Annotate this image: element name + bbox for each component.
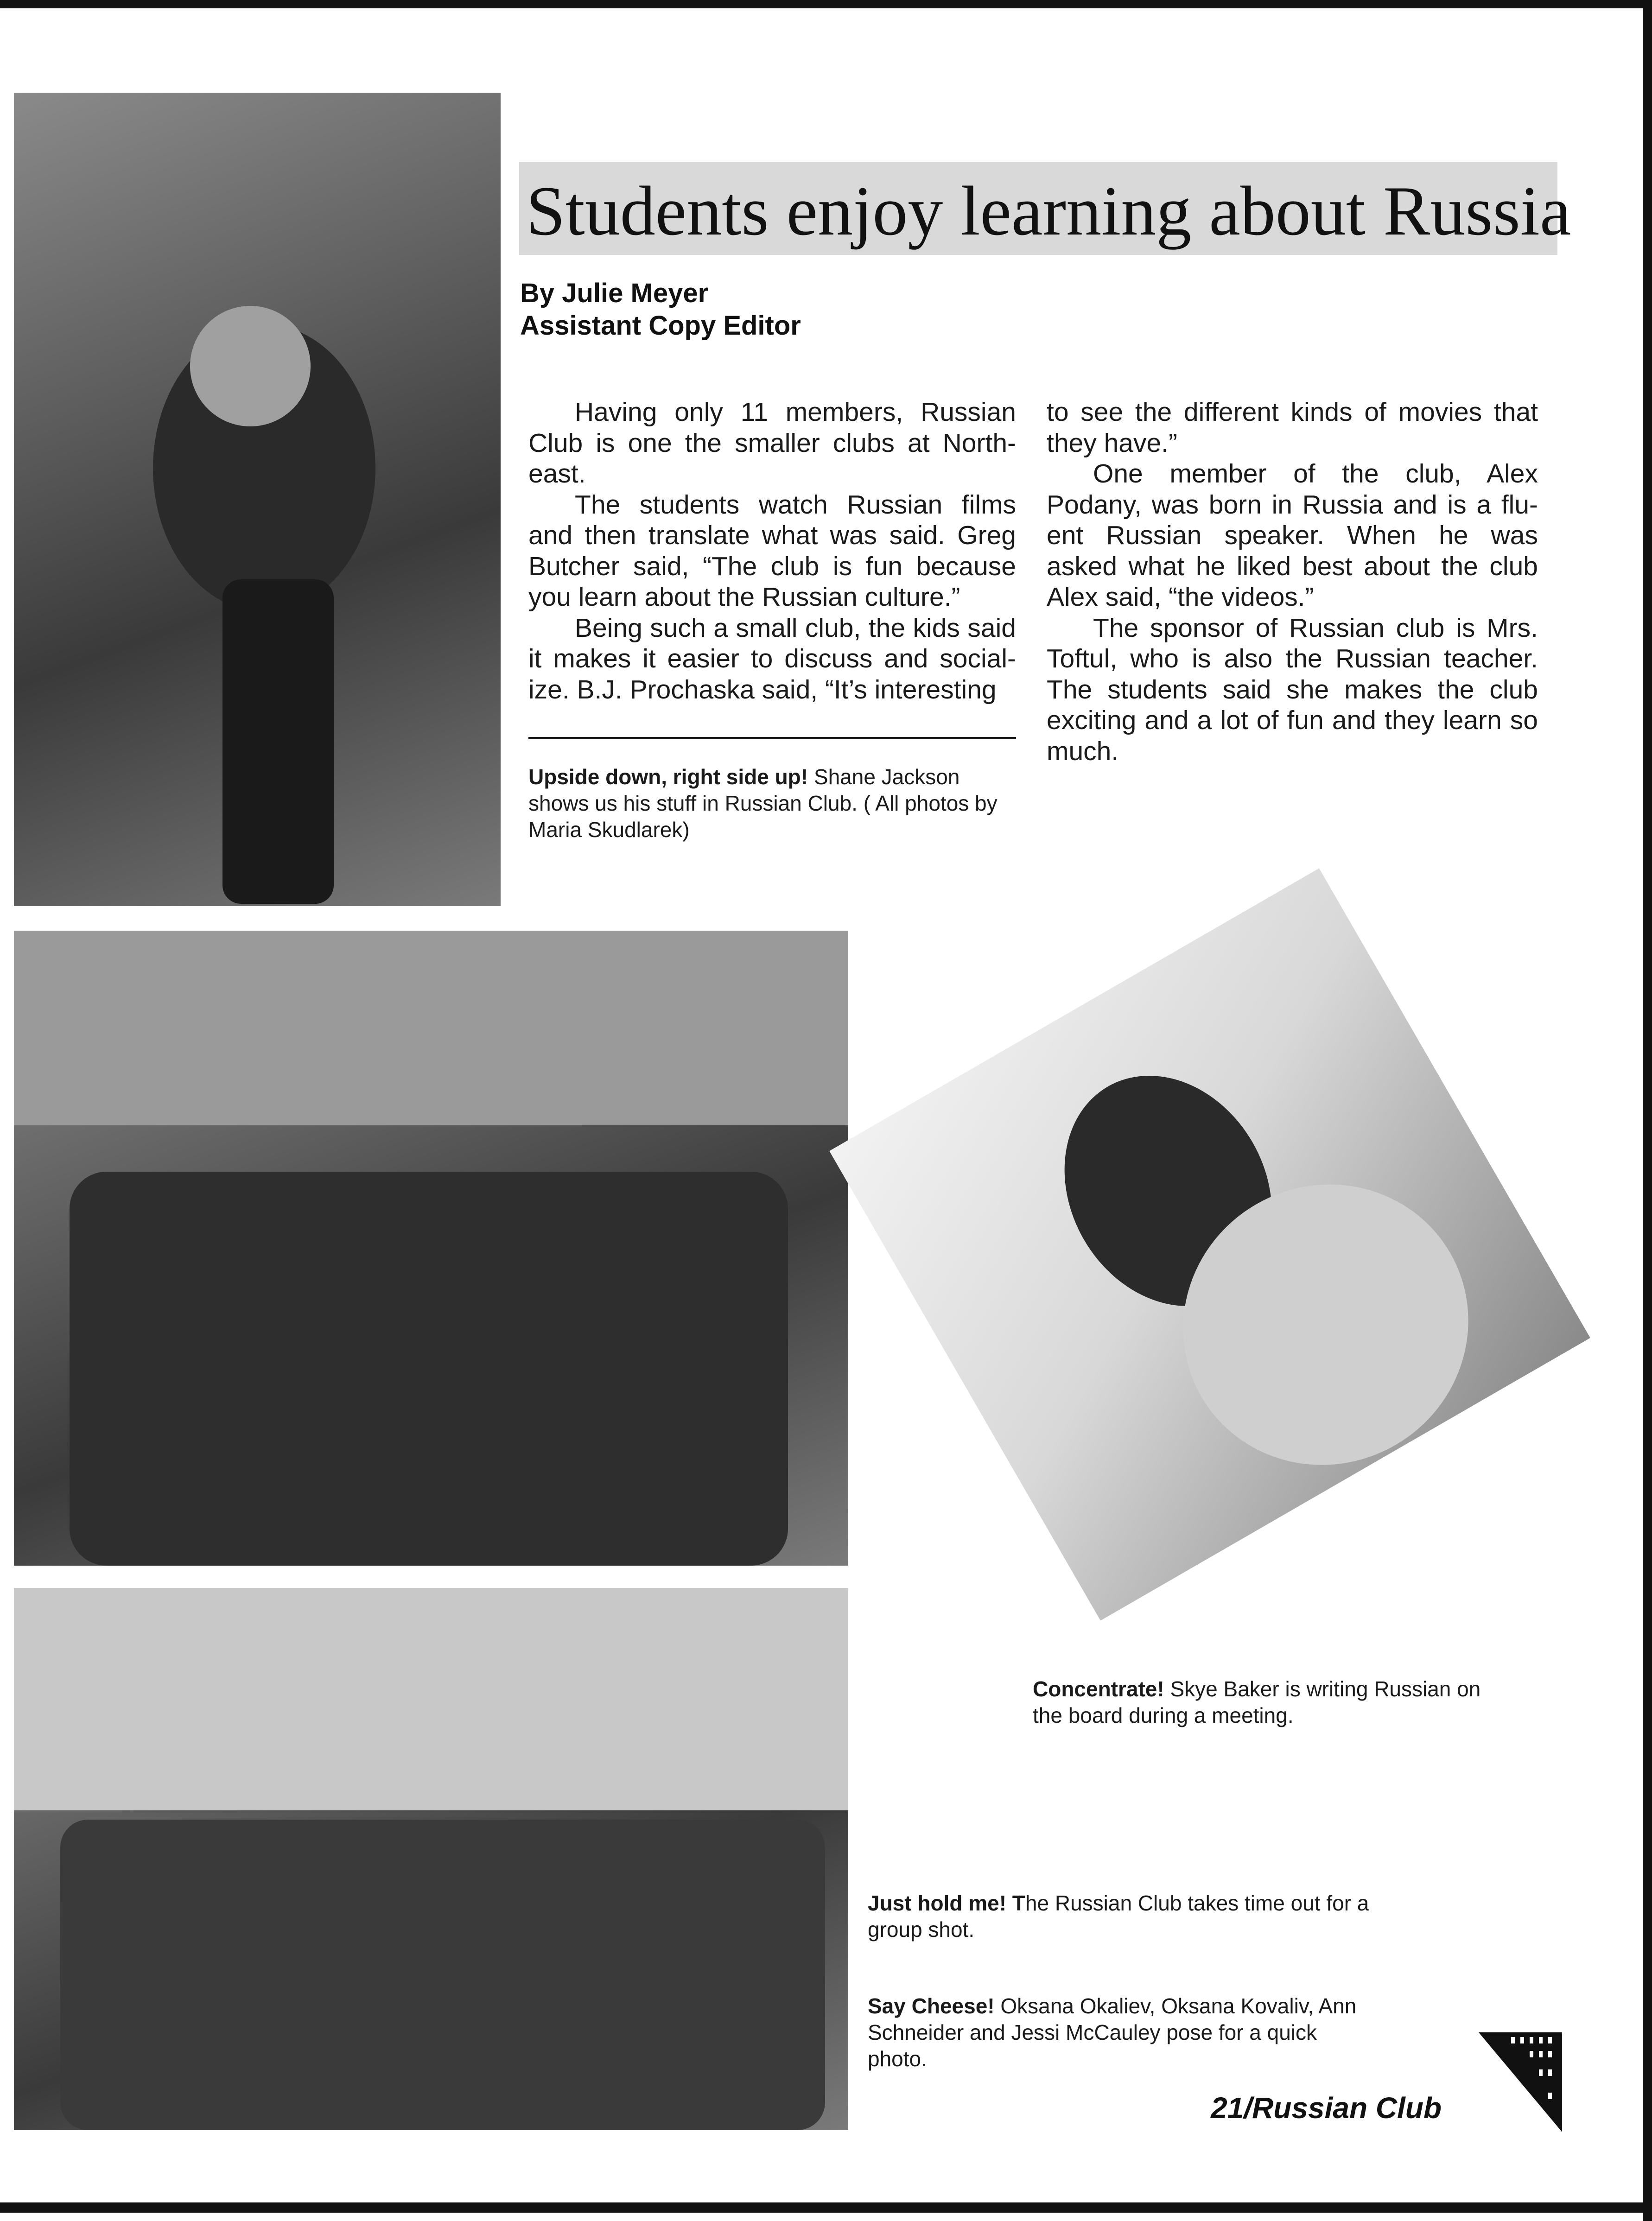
article-column-2 [1047, 397, 1538, 767]
caption-text: Oksana Okaliev, Oksana Kovaliv, Ann Schneider and Jessi McCauley pose for a quick photo. [868, 1994, 1357, 2071]
paragraph: The sponsor of Russian club is Mrs. Toftul, who is also the Russian teacher. The students said she makes the club exciting and a lot of fun and they learn so much. [1047, 613, 1538, 766]
caption-text: he Russian Club takes time out for a group shot. [868, 1891, 1369, 1942]
decorative-triangle-icon [1479, 2032, 1562, 2132]
caption-text: Shane Jackson shows us his stuff in Russian Club. ( All photos by Maria Skudlarek) [528, 765, 998, 842]
caption-divider [528, 737, 1016, 739]
caption-lead: Just hold me! T [868, 1891, 1025, 1915]
photo-upside-down [14, 93, 501, 906]
photo-group-shot [14, 931, 848, 1566]
paragraph: to see the different kinds of movies that they have.” [1047, 397, 1538, 458]
headline: Students enjoy learning about Russia [526, 172, 1571, 250]
caption-lead: Say Cheese! [868, 1994, 995, 2018]
byline-title: Assistant Copy Editor [520, 311, 801, 341]
caption-lead: Concentrate! [1033, 1677, 1164, 1701]
caption-say-cheese [868, 1993, 1359, 2072]
caption-concentrate [1033, 1676, 1487, 1729]
paragraph: One member of the club, Alex Podany, was born in Russia and is a flu-ent Russian speaker. When he was asked what he liked best about the club Alex said, “the videos.” [1047, 459, 1538, 612]
caption-text: Skye Baker is writing Russian on the board during a meeting. [1033, 1677, 1481, 1727]
caption-lead: Upside down, right side up! [528, 765, 808, 789]
article-column-1 [528, 397, 1016, 705]
byline [520, 277, 801, 342]
byline-name: By Julie Meyer [520, 278, 709, 308]
right-border [1643, 0, 1652, 2221]
paragraph: Having only 11 members, Russian Club is one the smaller clubs at North-east. [528, 397, 1016, 489]
top-border [0, 0, 1652, 8]
photo-say-cheese [14, 1588, 848, 2130]
caption-just-hold-me [868, 1890, 1378, 1943]
photo-writing-on-board [829, 868, 1590, 1620]
paragraph: Being such a small club, the kids said it makes it easier to discuss and social-ize. B.J. Prochaska said, “It’s interesting [528, 613, 1016, 704]
caption-upside-down [528, 764, 1020, 843]
bottom-border [0, 2202, 1652, 2213]
page-label: 21/Russian Club [1211, 2091, 1442, 2125]
paragraph: The students watch Russian films and then translate what was said. Greg Butcher said, “The club is fun because you learn about the Russian culture.” [528, 489, 1016, 612]
